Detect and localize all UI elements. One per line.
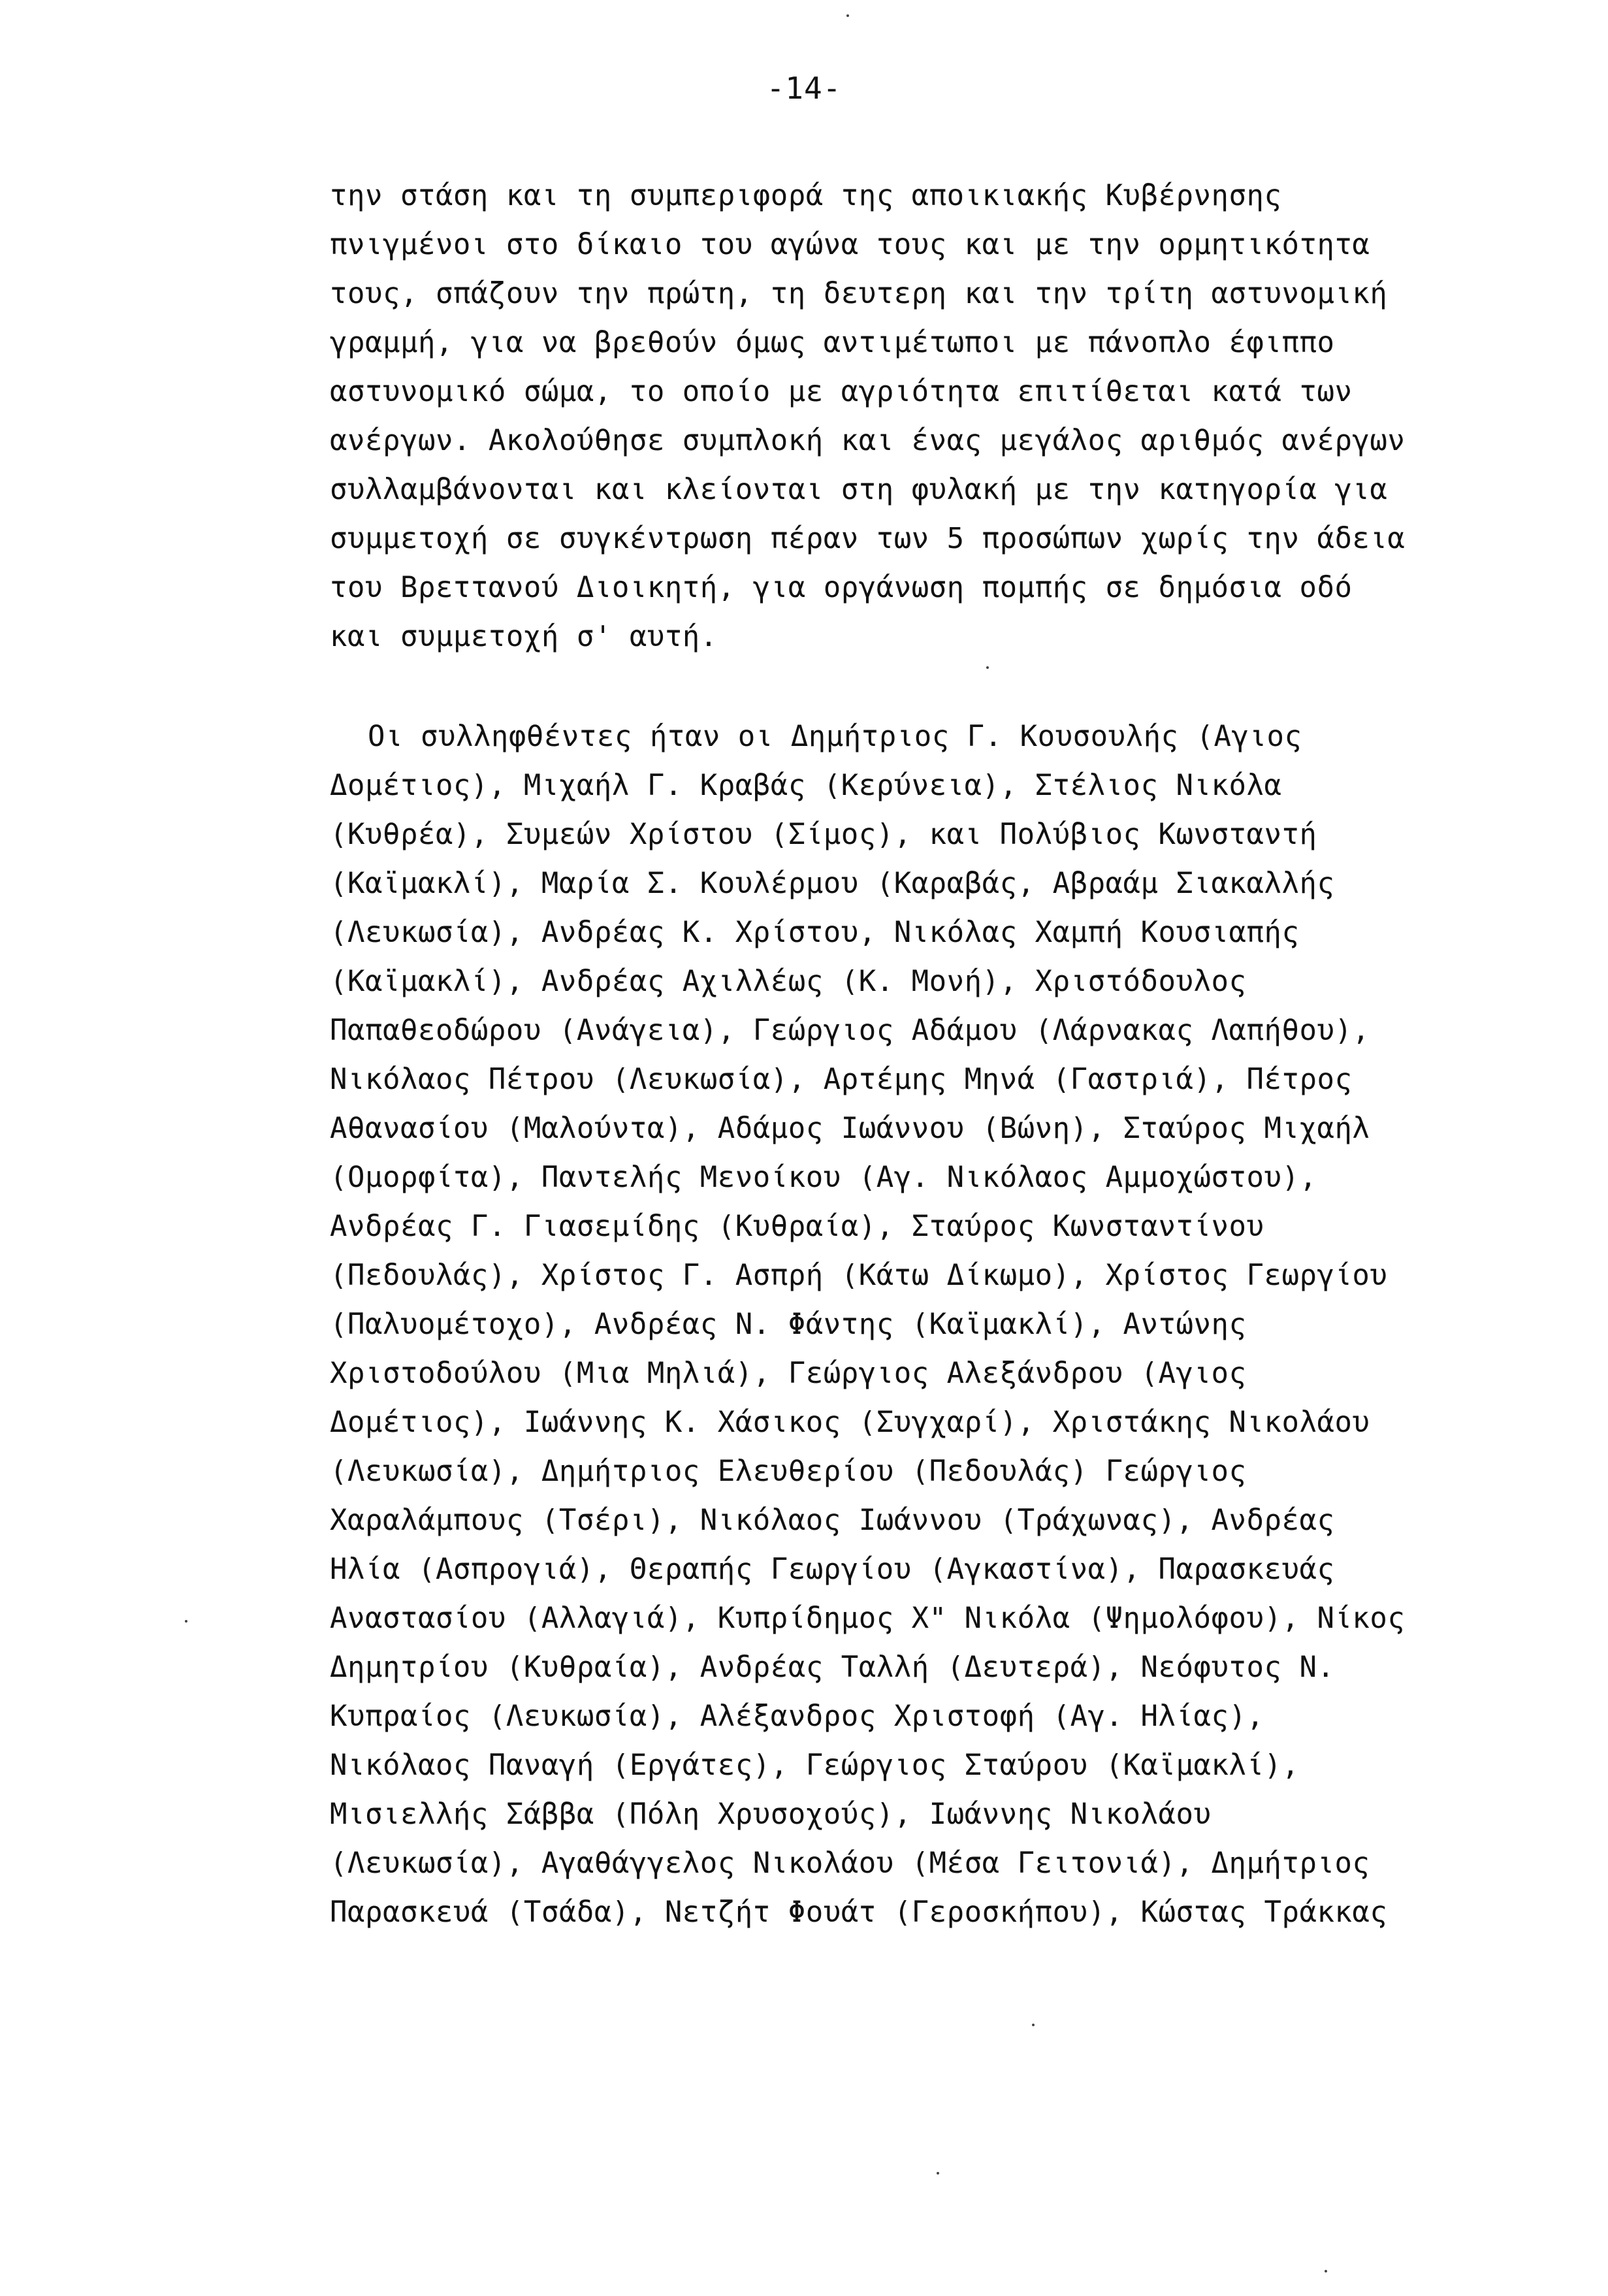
paragraph-arrested-list (330, 712, 1406, 1937)
text-line: συμμετοχή σε συγκέντρωση πέραν των 5 προσώπων χωρίς την άδεια (330, 522, 1406, 555)
text-line: Κυπραίος (Λευκωσία), Αλέξανδρος Χριστοφή (Αγ. Ηλίας), (330, 1700, 1264, 1733)
text-line: Δομέτιος), Μιχαήλ Γ. Κραβάς (Κερύνεια), Στέλιος Νικόλα (330, 769, 1282, 802)
text-line: (Παλυομέτοχο), Ανδρέας Ν. Φάντης (Καϊμακλί), Αντώνης (330, 1308, 1247, 1341)
scan-speck (846, 14, 849, 17)
text-line: Παπαθεοδώρου (Ανάγεια), Γεώργιος Αδάμου (Λάρνακας Λαπήθου), (330, 1014, 1370, 1047)
text-line: συλλαμβάνονται και κλείονται στη φυλακή με την κατηγορία για (330, 473, 1388, 506)
text-line: του Βρεττανού Διοικητή, για οργάνωση πομπής σε δημόσια οδό (330, 571, 1353, 604)
text-line: Νικόλαος Παναγή (Εργάτες), Γεώργιος Σταύρου (Καϊμακλί), (330, 1749, 1300, 1782)
text-line: πνιγμένοι στο δίκαιο του αγώνα τους και με την ορμητικότητα (330, 228, 1370, 261)
text-line: Δημητρίου (Κυθραία), Ανδρέας Ταλλή (Δευτερά), Νεόφυτος Ν. (330, 1651, 1335, 1684)
text-line: (Πεδουλάς), Χρίστος Γ. Ασπρή (Κάτω Δίκωμο), Χρίστος Γεωργίου (330, 1259, 1388, 1292)
text-line: Οι συλληφθέντες ήταν οι Δημήτριος Γ. Κουσουλής (Αγιος (368, 720, 1302, 753)
scan-speck (1325, 2270, 1327, 2272)
page-number: -14- (766, 71, 842, 106)
text-line: Μισιελλής Σάββα (Πόλη Χρυσοχούς), Ιωάννης Νικολάου (330, 1798, 1212, 1831)
text-line: ανέργων. Ακολούθησε συμπλοκή και ένας μεγάλος αριθμός ανέργων (330, 424, 1406, 457)
text-line: τους, σπάζουν την πρώτη, τη δευτερη και την τρίτη αστυνομική (330, 277, 1388, 310)
scan-speck (1032, 2024, 1035, 2026)
text-line: γραμμή, για να βρεθούν όμως αντιμέτωποι με πάνοπλο έφιππο (330, 326, 1335, 359)
paragraph-unemployed-clash (330, 171, 1406, 661)
text-line: Χριστοδούλου (Μια Μηλιά), Γεώργιος Αλεξάνδρου (Αγιος (330, 1357, 1247, 1390)
text-line: (Καϊμακλί), Ανδρέας Αχιλλέως (Κ. Μονή), Χριστόδουλος (330, 965, 1247, 998)
text-line: Αθανασίου (Μαλούντα), Αδάμος Ιωάννου (Βώνη), Σταύρος Μιχαήλ (330, 1112, 1370, 1145)
scan-speck (937, 2172, 939, 2175)
text-line: (Ομορφίτα), Παντελής Μενοίκου (Αγ. Νικόλαος Αμμοχώστου), (330, 1161, 1317, 1194)
text-line: αστυνομικό σώμα, το οποίο με αγριότητα επιτίθεται κατά των (330, 375, 1353, 408)
text-line: Ανδρέας Γ. Γιασεμίδης (Κυθραία), Σταύρος Κωνσταντίνου (330, 1210, 1264, 1243)
text-line: (Λευκωσία), Ανδρέας Κ. Χρίστου, Νικόλας Χαμπή Κουσιαπής (330, 916, 1300, 949)
text-line: (Κυθρέα), Συμεών Χρίστου (Σίμος), και Πολύβιος Κωνσταντή (330, 818, 1317, 851)
text-line: Παρασκευά (Τσάδα), Νετζήτ Φουάτ (Γεροσκήπου), Κώστας Τράκκας (330, 1896, 1388, 1929)
text-line: Νικόλαος Πέτρου (Λευκωσία), Αρτέμης Μηνά (Γαστριά), Πέτρος (330, 1063, 1353, 1096)
text-line: και συμμετοχή σ' αυτή. (330, 620, 718, 653)
text-line: (Λευκωσία), Δημήτριος Ελευθερίου (Πεδουλάς) Γεώργιος (330, 1455, 1247, 1488)
text-line: Χαραλάμπους (Τσέρι), Νικόλαος Ιωάννου (Τράχωνας), Ανδρέας (330, 1504, 1335, 1537)
scan-speck (986, 666, 989, 669)
text-line: (Λευκωσία), Αγαθάγγελος Νικολάου (Μέσα Γειτονιά), Δημήτριος (330, 1847, 1370, 1880)
text-line: Αναστασίου (Αλλαγιά), Κυπρίδημος Χ" Νικόλα (Ψημολόφου), Νίκος (330, 1602, 1406, 1635)
text-line: Ηλία (Ασπρογιά), Θεραπής Γεωργίου (Αγκαστίνα), Παρασκευάς (330, 1553, 1335, 1586)
text-line: Δομέτιος), Ιωάννης Κ. Χάσικος (Συγχαρί), Χριστάκης Νικολάου (330, 1406, 1370, 1439)
text-line: την στάση και τη συμπεριφορά της αποικιακής Κυβέρνησης (330, 179, 1282, 212)
text-line: (Καϊμακλί), Μαρία Σ. Κουλέρμου (Καραβάς, Αβραάμ Σιακαλλής (330, 867, 1335, 900)
scan-speck (185, 1620, 187, 1623)
